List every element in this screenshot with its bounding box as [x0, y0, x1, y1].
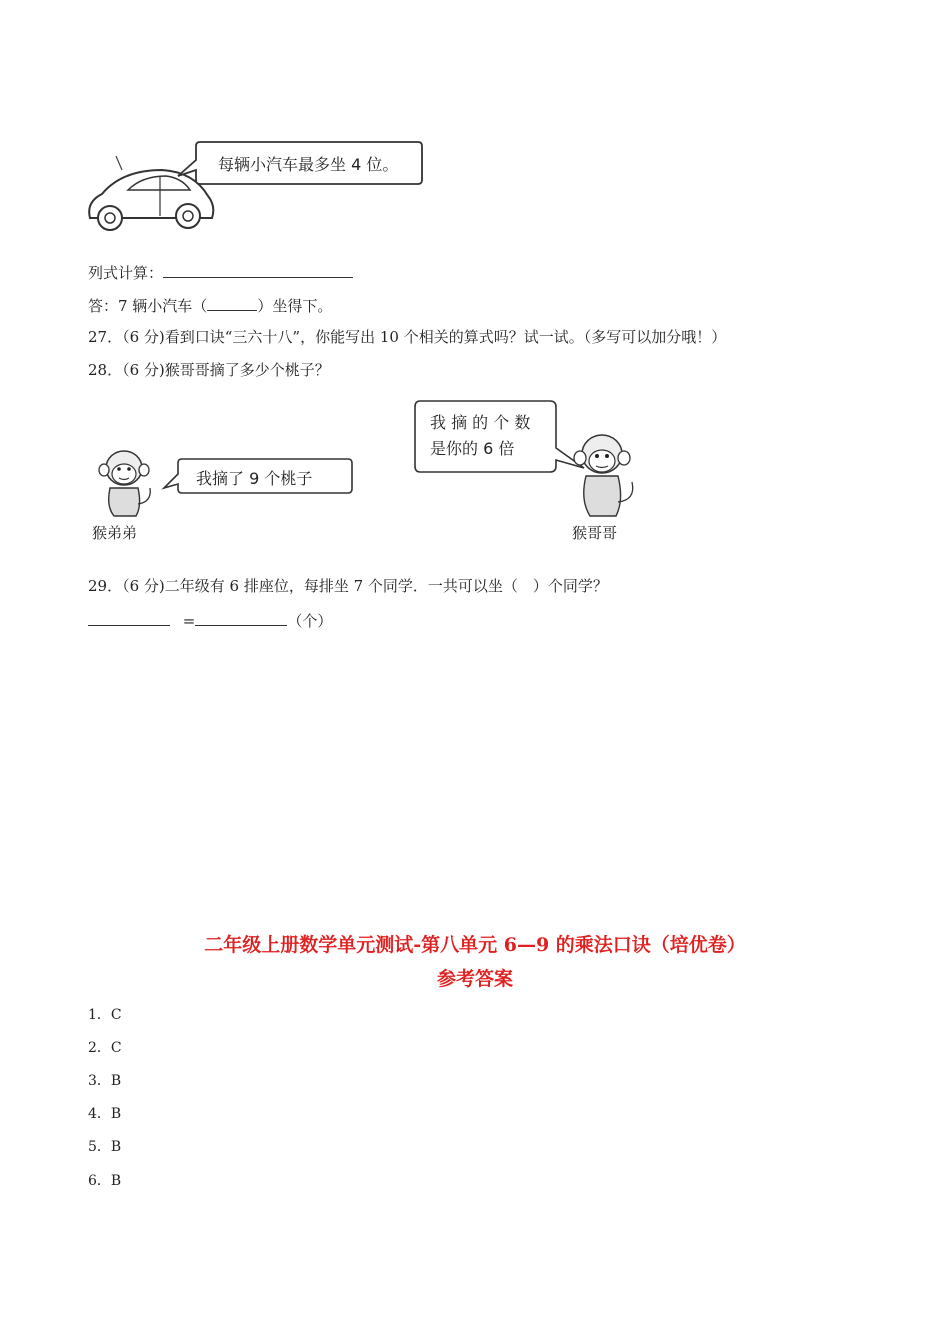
answer-item: 5．B: [88, 1139, 122, 1155]
formula-line: [88, 261, 353, 283]
formula-blank[interactable]: [163, 261, 353, 278]
q29-result-blank[interactable]: [195, 609, 287, 626]
car-answer-prefix: 答：7 辆小汽车（: [88, 297, 208, 315]
elder-monkey-illustration: [572, 430, 640, 522]
elder-bubble-line1: 我 摘 的 个 数: [430, 413, 531, 432]
car-bubble-text: 每辆小汽车最多坐 4 位。: [218, 155, 399, 174]
elder-bubble-line2: 是你的 6 倍: [430, 439, 515, 458]
answer-item: 1．C: [88, 1007, 122, 1023]
q29-equals: =: [182, 612, 196, 630]
answer-item: 4．B: [88, 1106, 122, 1122]
answer-item: 2．C: [88, 1040, 122, 1056]
answer-key-subtitle: 参考答案: [436, 968, 513, 990]
q29-unit: （个）: [287, 612, 333, 630]
q29-equation-line: [88, 609, 332, 631]
car-answer-blank[interactable]: [207, 294, 257, 311]
younger-bubble-text: 我摘了 9 个桃子: [196, 469, 313, 488]
answer-item: 3．B: [88, 1073, 122, 1089]
younger-monkey-caption: 猴弟弟: [92, 524, 138, 542]
question-28: 28．（6 分)猴哥哥摘了多少个桃子？: [88, 361, 330, 379]
answer-key-title: 二年级上册数学单元测试-第八单元 6—9 的乘法口诀（培优卷）: [204, 934, 746, 956]
q29-expression-blank[interactable]: [88, 609, 170, 626]
formula-label: 列式计算：: [88, 264, 164, 282]
car-answer-line: [88, 294, 332, 316]
younger-monkey-illustration: [96, 446, 156, 522]
car-answer-suffix: ）坐得下。: [257, 297, 333, 315]
elder-monkey-caption: 猴哥哥: [572, 524, 618, 542]
question-29: 29．（6 分)二年级有 6 排座位，每排坐 7 个同学．一共可以坐（ ）个同学？: [88, 577, 608, 595]
question-27: 27．（6 分)看到口诀“三六十八”，你能写出 10 个相关的算式吗？试一试。（多写可以加分哦！）: [88, 328, 727, 346]
answer-item: 6．B: [88, 1173, 122, 1189]
